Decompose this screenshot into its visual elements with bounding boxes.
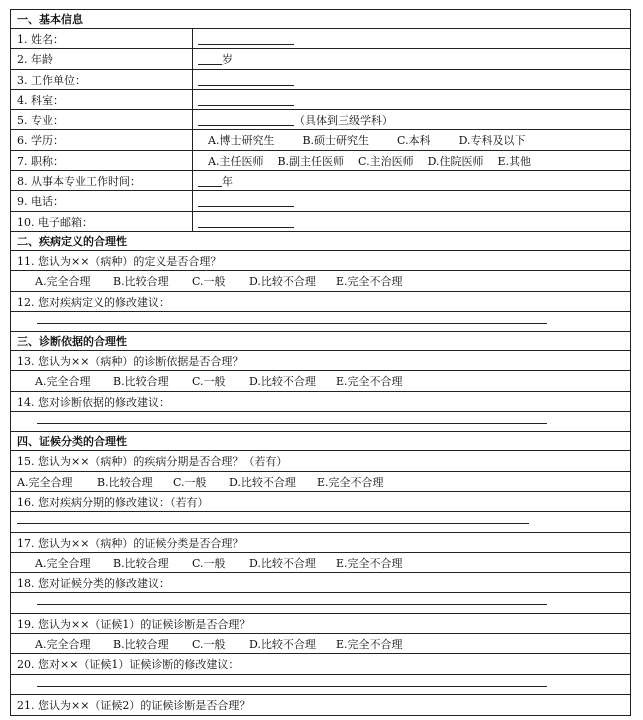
question-row [11, 614, 630, 634]
phone-label: 9. 电话： [17, 195, 64, 209]
years-field[interactable] [198, 176, 222, 187]
questionnaire-form [10, 9, 631, 716]
question-row [11, 654, 630, 674]
option-c[interactable]: C.一般 [192, 638, 226, 652]
option-a[interactable]: A.完全合理 [35, 275, 91, 289]
option-d[interactable]: D.比较不合理 [249, 375, 316, 389]
option-e[interactable]: E.完全不合理 [336, 275, 403, 289]
question-row [11, 492, 630, 512]
question-row [11, 573, 630, 593]
question-text: 12. 您对疾病定义的修改建议： [17, 295, 170, 309]
section-header [11, 232, 630, 251]
option-b[interactable]: B.比较合理 [113, 275, 169, 289]
option-c[interactable]: C.一般 [192, 375, 226, 389]
option-e[interactable]: E.完全不合理 [336, 556, 403, 570]
question-text: 21. 您认为××（证候2）的证候诊断是否合理？ [17, 698, 251, 712]
edu-option[interactable]: D.专科及以下 [458, 134, 526, 148]
question-text: 17. 您认为××（病种）的证候分类是否合理？ [17, 536, 244, 550]
option-c[interactable]: C.一般 [173, 475, 207, 489]
option-a[interactable]: A.完全合理 [35, 638, 91, 652]
phone-field[interactable] [198, 196, 294, 207]
edu-option[interactable]: C.本科 [397, 134, 431, 148]
option-b[interactable]: B.比较合理 [113, 375, 169, 389]
major-field[interactable] [198, 115, 294, 126]
title-option[interactable]: D.住院医师 [427, 154, 484, 168]
title-label: 7. 职称： [17, 154, 64, 168]
question-text: 19. 您认为××（证候1）的证候诊断是否合理？ [17, 617, 251, 631]
info-row-name [11, 29, 630, 49]
info-row-major [11, 110, 630, 130]
answer-line[interactable] [37, 323, 547, 324]
answer-line[interactable] [37, 423, 547, 424]
info-row-phone [11, 191, 630, 211]
info-row-age [11, 49, 630, 69]
email-label: 10. 电子邮箱： [17, 215, 93, 229]
info-row-years [11, 171, 630, 191]
question-row [11, 292, 630, 312]
answer-line-row [11, 593, 630, 613]
age-unit: 岁 [222, 53, 233, 67]
option-c[interactable]: C.一般 [192, 275, 226, 289]
question-text: 14. 您对诊断依据的修改建议： [17, 395, 170, 409]
major-note: （具体到三级学科） [294, 114, 393, 128]
option-d[interactable]: D.比较不合理 [249, 638, 316, 652]
major-label: 5. 专业： [17, 114, 64, 128]
title-option[interactable]: B.副主任医师 [277, 154, 345, 168]
unit-label: 3. 工作单位： [17, 73, 86, 87]
section-header [11, 10, 630, 29]
question-text: 15. 您认为××（病种）的疾病分期是否合理？（若有） [17, 455, 288, 469]
section-title: 二、疾病定义的合理性 [17, 234, 127, 248]
question-text: 16. 您对疾病分期的修改建议：（若有） [17, 495, 209, 509]
question-row [11, 351, 630, 371]
years-unit: 年 [222, 175, 233, 189]
info-row-email [11, 212, 630, 232]
option-e[interactable]: E.完全不合理 [317, 475, 384, 489]
info-row-unit [11, 70, 630, 90]
question-text: 11. 您认为××（病种）的定义是否合理？ [17, 254, 222, 268]
option-a[interactable]: A.完全合理 [17, 475, 73, 489]
edu-label: 6. 学历： [17, 134, 64, 148]
option-a[interactable]: A.完全合理 [35, 556, 91, 570]
options-row [11, 634, 630, 654]
section-header [11, 332, 630, 351]
answer-line[interactable] [37, 686, 547, 687]
name-label: 1. 姓名： [17, 33, 64, 46]
options-row [11, 271, 630, 291]
dept-field[interactable] [198, 95, 294, 106]
option-a[interactable]: A.完全合理 [35, 375, 91, 389]
years-label: 8. 从事本专业工作时间： [17, 175, 141, 189]
info-row-edu [11, 130, 630, 150]
answer-line-row [11, 312, 630, 332]
option-d[interactable]: D.比较不合理 [249, 275, 316, 289]
info-row-title [11, 151, 630, 171]
option-c[interactable]: C.一般 [192, 556, 226, 570]
title-option[interactable]: C.主治医师 [358, 154, 414, 168]
options-row [11, 472, 630, 492]
options-row [11, 553, 630, 573]
option-d[interactable]: D.比较不合理 [249, 556, 316, 570]
age-field[interactable] [198, 54, 222, 65]
section-header [11, 432, 630, 451]
edu-option[interactable]: A.博士研究生 [208, 134, 275, 148]
section-title: 四、证候分类的合理性 [17, 435, 127, 449]
answer-line-row [11, 412, 630, 432]
answer-line[interactable] [17, 523, 529, 524]
unit-field[interactable] [198, 75, 294, 86]
question-text: 20. 您对××（证候1）证候诊断的修改建议： [17, 658, 240, 672]
option-e[interactable]: E.完全不合理 [336, 375, 403, 389]
question-row [11, 251, 630, 271]
title-option[interactable]: A.主任医师 [208, 154, 264, 168]
options-row [11, 371, 630, 391]
edu-option[interactable]: B.硕士研究生 [302, 134, 370, 148]
question-row [11, 451, 630, 471]
dept-label: 4. 科室： [17, 93, 64, 107]
section-title: 一、基本信息 [17, 13, 83, 26]
option-b[interactable]: B.比较合理 [113, 556, 169, 570]
option-b[interactable]: B.比较合理 [97, 475, 153, 489]
option-e[interactable]: E.完全不合理 [336, 638, 403, 652]
question-row [11, 533, 630, 553]
question-text: 13. 您认为××（病种）的诊断依据是否合理？ [17, 355, 244, 369]
question-row [11, 695, 630, 715]
question-row [11, 392, 630, 412]
answer-line[interactable] [37, 604, 547, 605]
title-option[interactable]: E.其他 [497, 154, 532, 168]
question-text: 18. 您对证候分类的修改建议： [17, 577, 170, 591]
info-row-dept [11, 90, 630, 110]
age-label: 2. 年龄 [17, 53, 53, 67]
answer-line-row [11, 512, 630, 532]
name-field[interactable] [198, 34, 294, 45]
option-d[interactable]: D.比较不合理 [229, 475, 296, 489]
option-b[interactable]: B.比较合理 [113, 638, 169, 652]
email-field[interactable] [198, 217, 294, 228]
answer-line-row [11, 675, 630, 695]
section-title: 三、诊断依据的合理性 [17, 335, 127, 349]
